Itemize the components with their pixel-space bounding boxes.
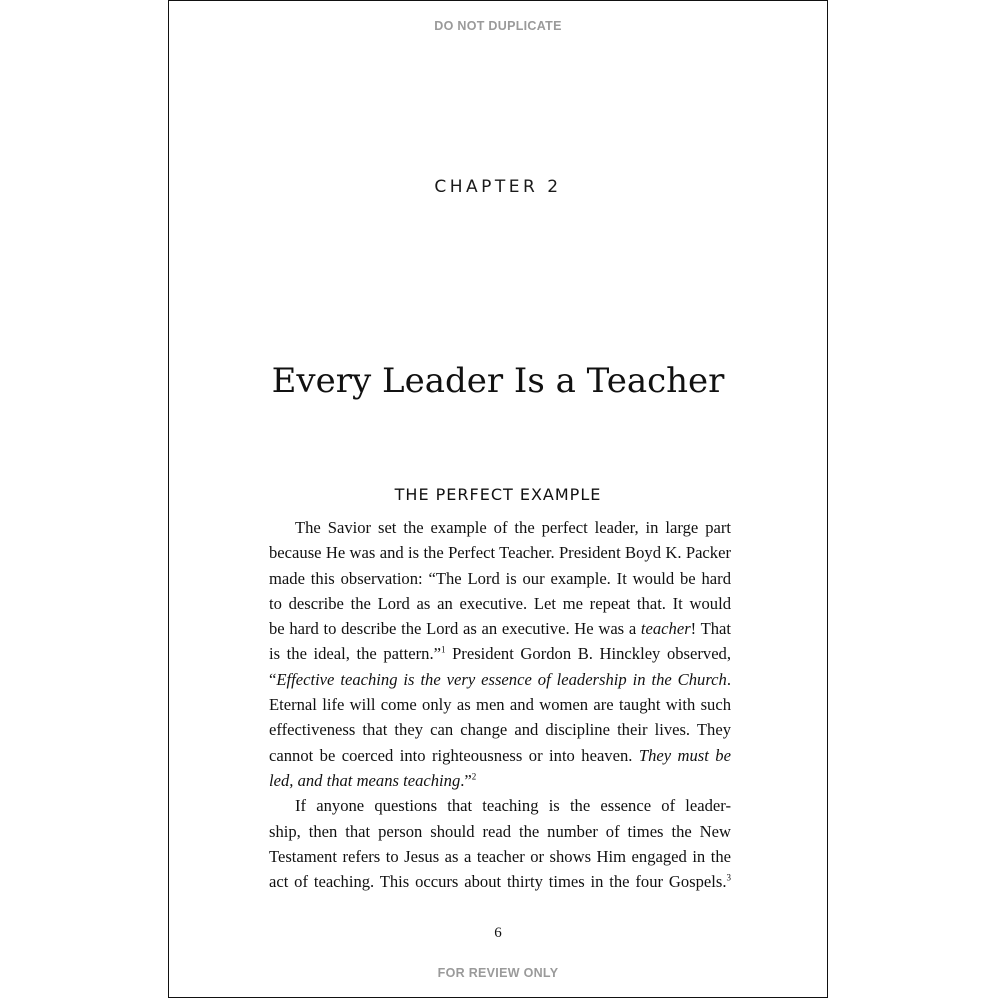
text-line: [269, 717, 731, 742]
text-run: President Gordon B. Hinckley observed,: [445, 644, 732, 664]
text-run: .”: [460, 770, 472, 790]
text-run: because He was and is the Perfect Teacher. President Boyd K. Packer: [269, 543, 731, 563]
text-line: [269, 641, 731, 666]
text-run: Testament refers to Jesus as a teacher or shows Him engaged in the: [269, 846, 731, 866]
text-run: is the ideal, the pattern.”: [269, 644, 441, 664]
text-line: [269, 515, 731, 540]
text-run: made this observation: “The Lord is our example. It would be hard: [269, 568, 731, 588]
text-run: be hard to describe the Lord as an executive. He was a: [269, 619, 641, 639]
text-line: [269, 591, 731, 616]
text-run: The Savior set the example of the perfect leader, in large part: [295, 518, 731, 537]
text-run: act of teaching. This occurs about thirty times in the four Gospels.: [269, 872, 727, 892]
text-line: [269, 819, 731, 844]
text-line: [269, 869, 731, 894]
paragraph-1: [269, 515, 731, 793]
text-line: [269, 793, 731, 818]
text-run: ship, then that person should read the number of times the New: [269, 821, 731, 841]
emphasis-quote: Effective teaching is the very essence of leadership in the Church: [276, 669, 727, 689]
chapter-title: Every Leader Is a Teacher: [271, 361, 725, 401]
text-run: If anyone questions that teaching is the essence of leader-: [295, 796, 731, 816]
footnote-marker-3: 3: [726, 872, 731, 883]
text-run: “: [269, 669, 277, 689]
text-line: [269, 743, 731, 768]
chapter-label: CHAPTER 2: [434, 177, 562, 197]
emphasis-quote: led, and that means teaching: [269, 770, 461, 790]
emphasis-quote: They must be: [638, 745, 731, 765]
text-line: [269, 566, 731, 591]
text-run: .: [726, 669, 731, 689]
text-run: cannot be coerced into righteousness or into heaven.: [269, 745, 639, 765]
page-number: 6: [494, 925, 502, 941]
text-run: to describe the Lord as an executive. Let me repeat that. It would: [269, 593, 731, 613]
text-line: [269, 667, 731, 692]
body-text: [269, 515, 731, 894]
emphasis-teacher: teacher: [640, 619, 691, 639]
text-run: effectiveness that they can change and discipline their lives. They: [269, 720, 731, 740]
watermark-bottom: FOR REVIEW ONLY: [437, 966, 559, 980]
text-line: [269, 692, 731, 717]
section-heading: THE PERFECT EXAMPLE: [394, 485, 602, 504]
text-line: [269, 768, 731, 793]
text-line: [269, 540, 731, 565]
paragraph-2: [269, 793, 731, 894]
text-line: [269, 616, 731, 641]
footnote-marker-1: 1: [440, 644, 446, 655]
watermark-top: DO NOT DUPLICATE: [434, 19, 562, 33]
footnote-marker-2: 2: [471, 771, 477, 782]
book-page: [168, 0, 828, 998]
text-run: ! That: [690, 619, 731, 639]
text-line: [269, 844, 731, 869]
text-run: Eternal life will come only as men and women are taught with such: [269, 695, 731, 715]
